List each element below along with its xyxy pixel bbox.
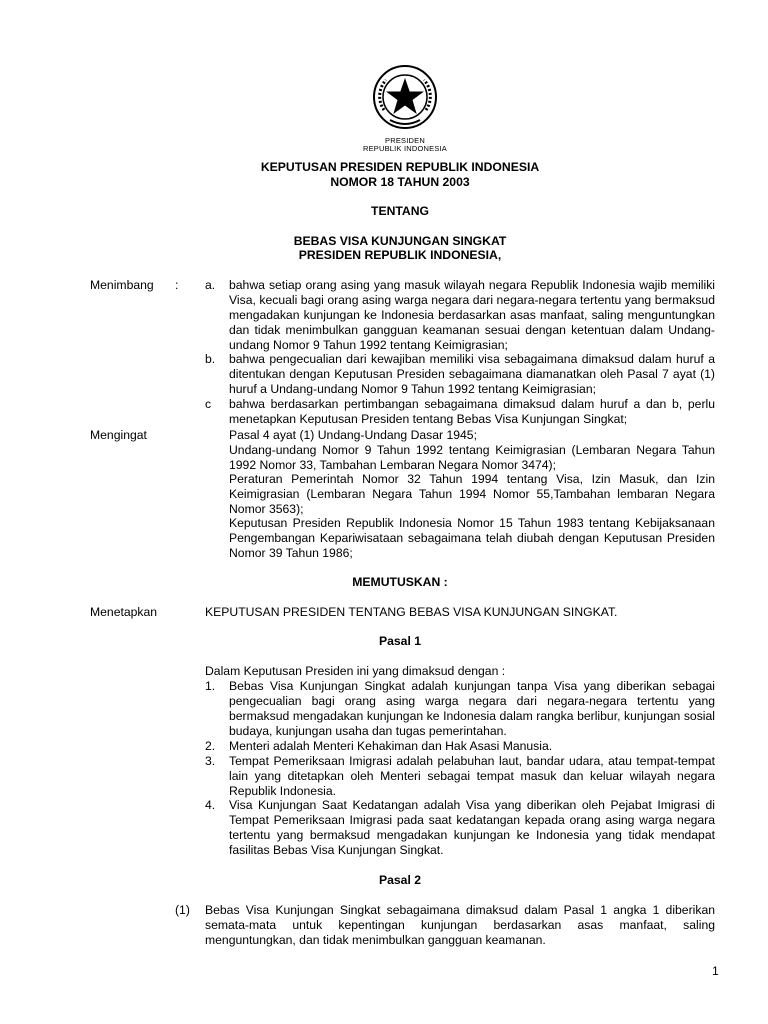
pasal-1-intro: Dalam Keputusan Presiden ini yang dimaksud dengan : [205, 664, 506, 678]
menimbang-item-b: bahwa pengecualian dari kewajiban memiliki visa sebagaimana dimaksud dalam huruf a ditentukan dengan Keputusan Presiden sebagaimana diamanatkan oleh Pasal 7 ayat (1) huruf a Undang-undang Nomor 9 Tahun 1992 tentang Keimigrasian; [229, 352, 715, 396]
pasal-2-marker-1: (1) [175, 903, 190, 917]
menimbang-marker-c: c [205, 397, 212, 411]
seal-caption-line1: PRESIDEN [385, 136, 425, 145]
pasal-1-marker-1: 1. [205, 679, 216, 693]
menetapkan-label: Menetapkan [90, 605, 158, 619]
menimbang-marker-a: a. [205, 278, 216, 292]
menimbang-item-a: bahwa setiap orang asing yang masuk wilayah negara Republik Indonesia wajib memiliki Visa, kecuali bagi orang asing warga negara dari negara-negara tertentu yang bermaksud mengadakan kunjungan ke Indonesia berdasarkan asas manfaat, saling menguntungkan dan tidak menimbulkan gangguan keamanan sesuai dengan ketentuan dalam Undang-undang Nomor 9 Tahun 1992 tentang Keimigrasian; [229, 278, 715, 352]
menimbang-label: Menimbang [90, 278, 154, 292]
menimbang-marker-b: b. [205, 352, 216, 366]
seal-caption [330, 137, 480, 153]
pasal-1-item-3: Tempat Pemeriksaan Imigrasi adalah pelabuhan laut, bandar udara, atau tempat-tempat lain yang ditetapkan oleh Menteri sebagai tempat masuk dan keluar wilayah negara Republik Indonesia. [229, 754, 715, 798]
subject-line2: PRESIDEN REPUBLIK INDONESIA, [298, 248, 502, 262]
seal-caption-line2: REPUBLIK INDONESIA [362, 144, 448, 153]
memutuskan-heading: MEMUTUSKAN : [352, 575, 448, 589]
pasal-1-heading: Pasal 1 [378, 634, 421, 648]
garuda-emblem-icon [372, 64, 438, 130]
document-title [0, 160, 768, 190]
title-line2: NOMOR 18 TAHUN 2003 [330, 175, 470, 189]
mengingat-item-4: Keputusan Presiden Republik Indonesia Nomor 15 Tahun 1983 tentang Kebijaksanaan Pengembangan Kepariwisataan sebagaimana telah diubah dengan Keputusan Presiden Nomor 39 Tahun 1986; [229, 516, 715, 560]
pasal-1-item-2: Menteri adalah Menteri Kehakiman dan Hak Asasi Manusia. [229, 739, 553, 753]
menetapkan-text: KEPUTUSAN PRESIDEN TENTANG BEBAS VISA KUNJUNGAN SINGKAT. [205, 605, 618, 619]
mengingat-label: Mengingat [90, 428, 147, 442]
menimbang-item-c: bahwa berdasarkan pertimbangan sebagaimana dimaksud dalam huruf a dan b, perlu menetapkan Keputusan Presiden tentang Bebas Visa Kunjungan Singkat; [229, 397, 715, 426]
subject-line1: BEBAS VISA KUNJUNGAN SINGKAT [293, 234, 507, 248]
tentang-heading: TENTANG [371, 204, 429, 218]
menimbang-colon: : [175, 278, 179, 292]
mengingat-item-1: Pasal 4 ayat (1) Undang-Undang Dasar 1945; [229, 428, 477, 442]
pasal-1-item-4: Visa Kunjungan Saat Kedatangan adalah Visa yang diberikan oleh Pejabat Imigrasi di Tempat Pemeriksaan Imigrasi pada saat kedatangan kepada orang asing warga negara tertentu yang bermaksud mengadakan kunjungan ke Indonesia yang tidak mendapat fasilitas Bebas Visa Kunjungan Singkat. [229, 798, 715, 857]
pasal-2-item-1: Bebas Visa Kunjungan Singkat sebagaimana dimaksud dalam Pasal 1 angka 1 diberikan semata-mata untuk kepentingan kunjungan berdasarkan asas manfaat, saling menguntungkan, dan tidak menimbulkan gangguan keamanan. [205, 903, 715, 947]
title-line1: KEPUTUSAN PRESIDEN REPUBLIK INDONESIA [260, 160, 540, 174]
pasal-1-item-1: Bebas Visa Kunjungan Singkat adalah kunjungan tanpa Visa yang diberikan sebagai pengecualian bagi orang asing warga negara dari negara-negara tertentu yang bermaksud mengadakan kunjungan ke Indonesia dalam rangka berlibur, kunjungan sosial budaya, kunjungan usaha dan tugas pemerintahan. [229, 679, 715, 738]
pasal-2-heading: Pasal 2 [378, 873, 421, 887]
mengingat-item-3: Peraturan Pemerintah Nomor 32 Tahun 1994 tentang Visa, Izin Masuk, dan Izin Keimigrasian (Lembaran Negara Tahun 1994 Nomor 55,Tambahan lembaran Negara Nomor 3563); [229, 472, 715, 516]
pasal-1-marker-2: 2. [205, 739, 216, 753]
mengingat-item-2: Undang-undang Nomor 9 Tahun 1992 tentang Keimigrasian (Lembaran Negara Tahun 1992 Nomor 33, Tambahan Lembaran Negara Nomor 3474); [229, 443, 715, 472]
subject-heading [0, 234, 768, 262]
pasal-1-marker-4: 4. [205, 798, 216, 812]
pasal-1-marker-3: 3. [205, 754, 216, 768]
page-number: 1 [712, 964, 719, 978]
